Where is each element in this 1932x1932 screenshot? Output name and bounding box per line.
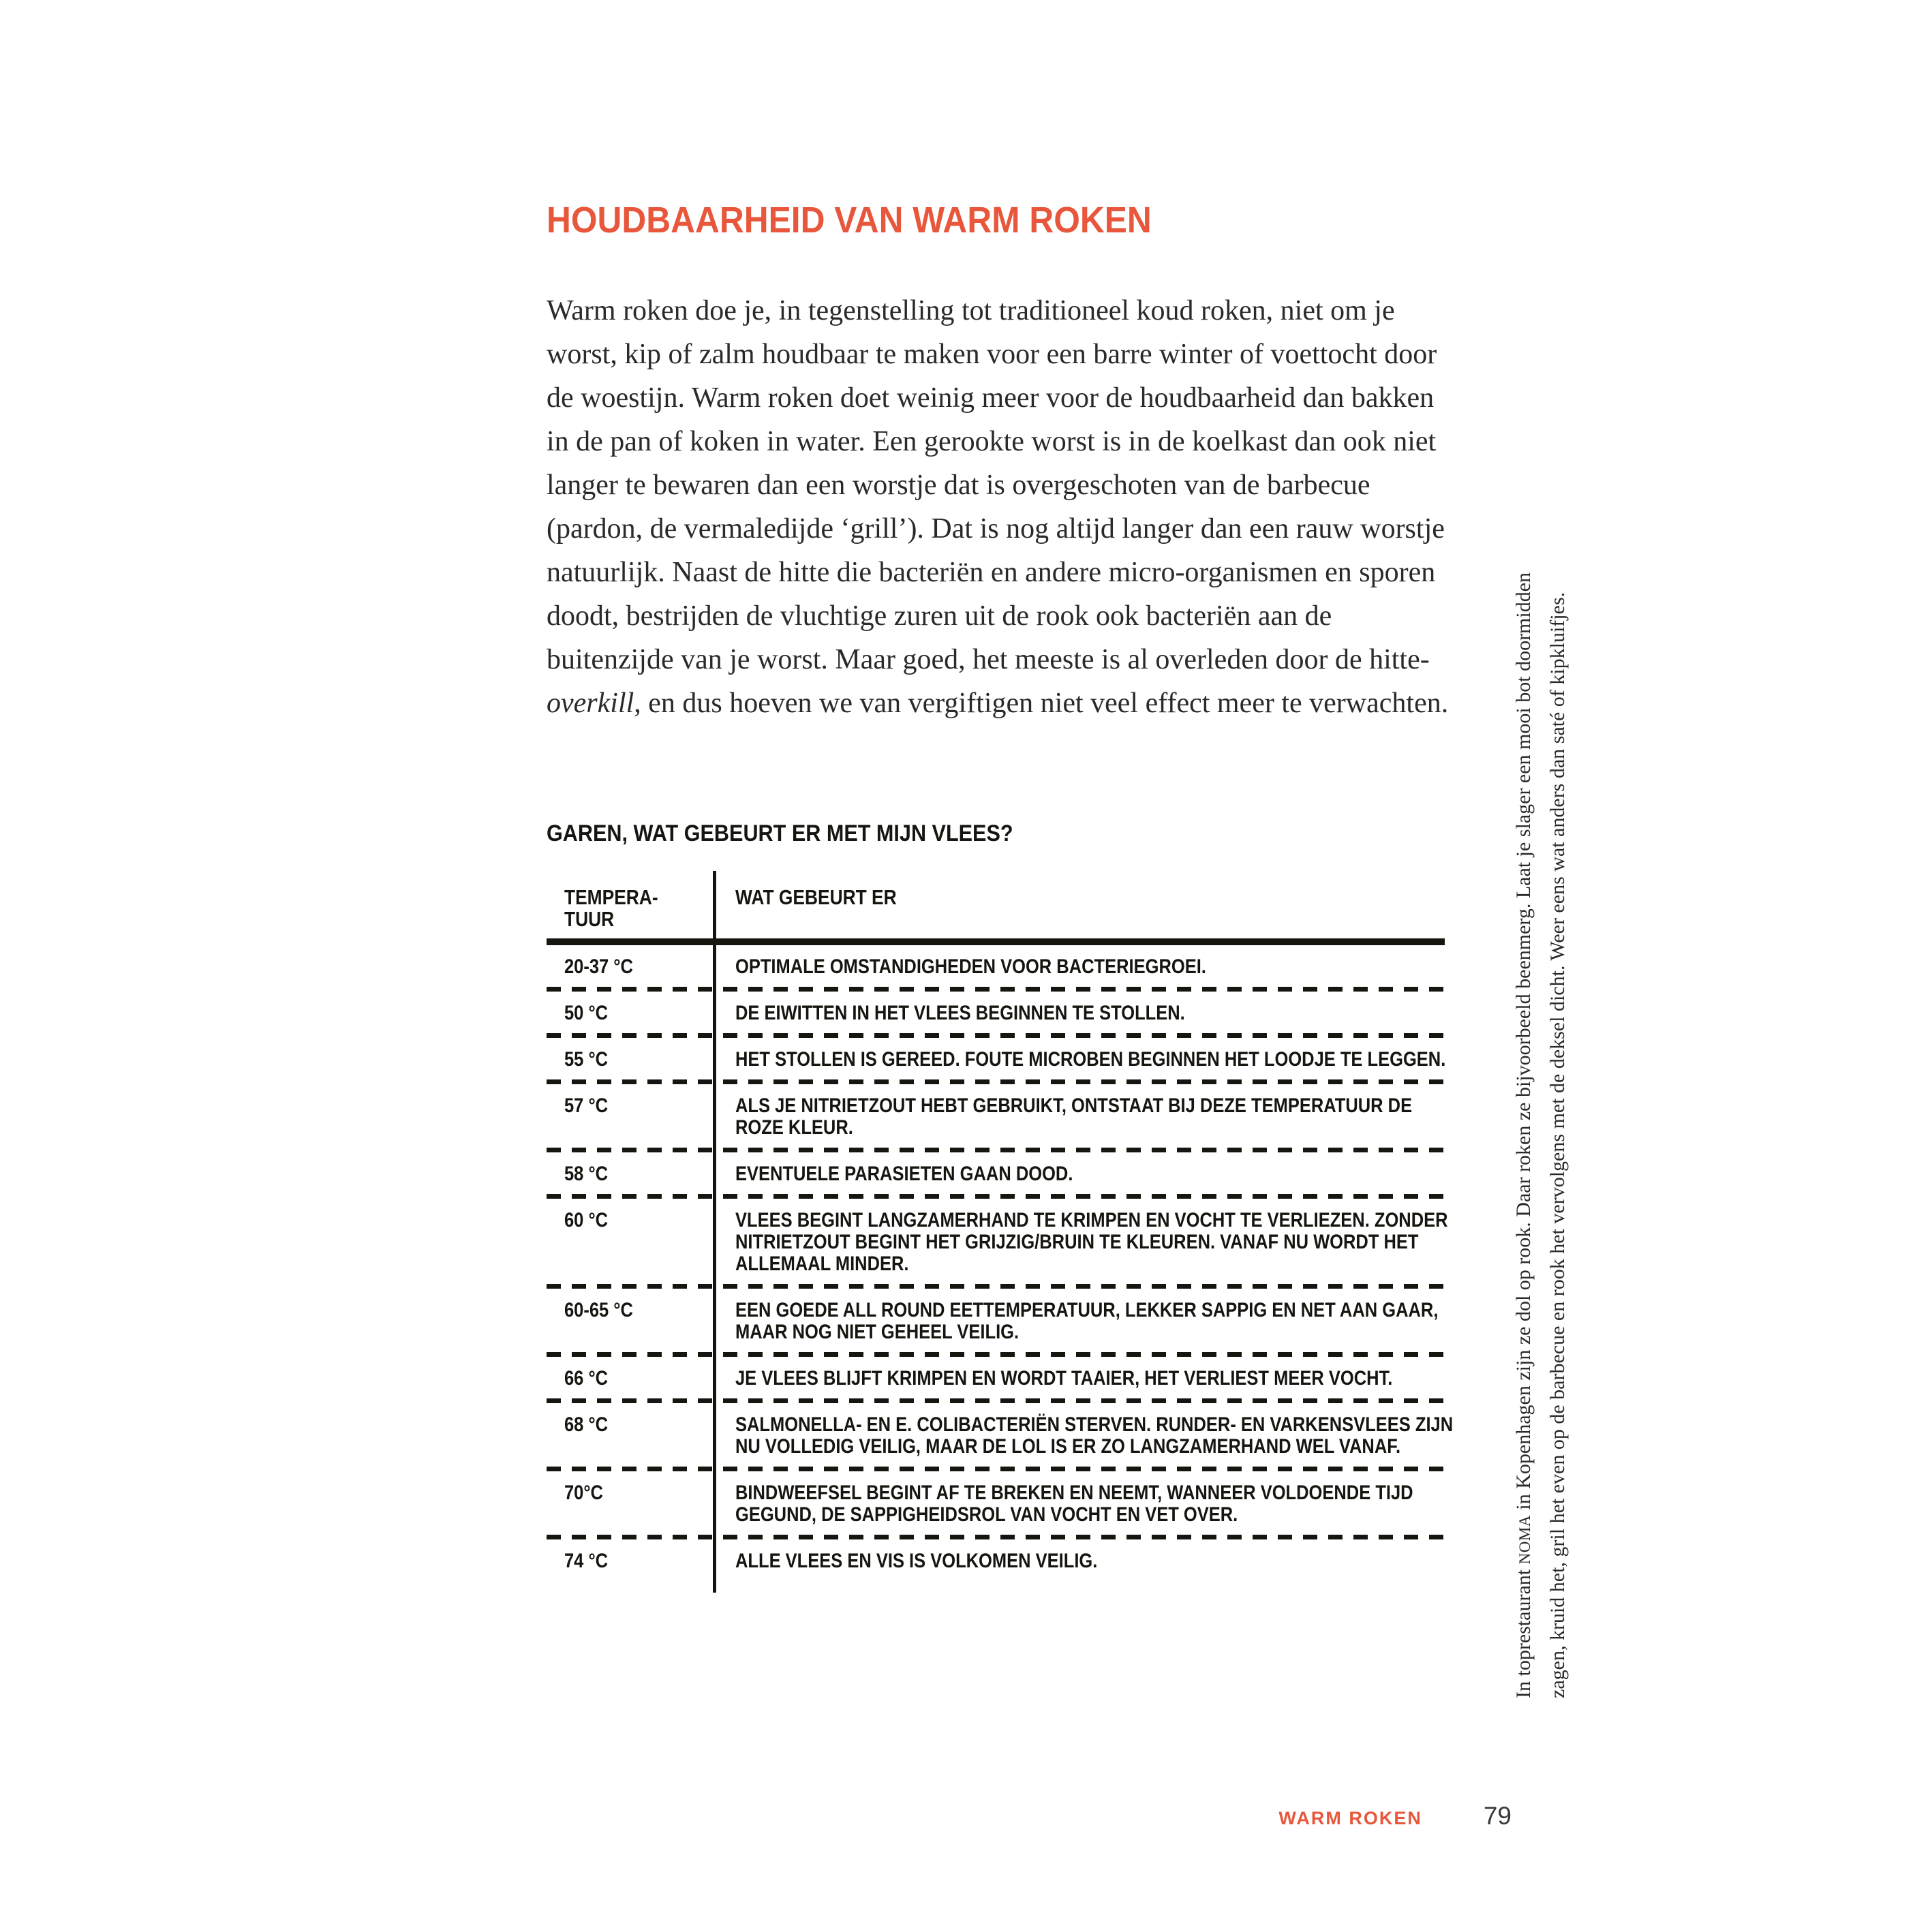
- description-text: HET STOLLEN IS GEREED. FOUTE MICROBEN BEGINNEN HET LOODJE TE LEGGEN.: [735, 1048, 1446, 1071]
- temperature-cell: [547, 1414, 716, 1458]
- description-column-header: [716, 887, 1445, 930]
- temperature-value: 57 °C: [564, 1094, 609, 1117]
- dashed-row-divider: [547, 1033, 1445, 1038]
- page-footer: [547, 1802, 1512, 1830]
- description-cell: [716, 1095, 1589, 1139]
- temperature-column-header: [547, 887, 716, 930]
- margin-note-line1-start: In toprestaurant: [1512, 1564, 1535, 1698]
- description-cell: [716, 1002, 1589, 1024]
- description-text: BINDWEEFSEL BEGINT AF TE BREKEN EN NEEMT, WANNEER VOLDOENDE TIJD GEGUND, DE SAPPIGHEIDSROL VAN VOCHT EN VET OVER.: [735, 1482, 1413, 1526]
- margin-note: [1507, 491, 1574, 1698]
- dashed-row-divider: [547, 1467, 1445, 1471]
- temperature-cell: [547, 1482, 716, 1526]
- temperature-table: [547, 871, 1454, 1593]
- table-row: [547, 1038, 1445, 1079]
- dashed-row-divider: [547, 1284, 1445, 1289]
- description-cell: [716, 1300, 1589, 1343]
- temperature-table-body: [547, 945, 1454, 1593]
- table-row: [547, 1199, 1448, 1284]
- temperature-cell: [547, 1002, 716, 1024]
- dashed-row-divider: [547, 1535, 1445, 1539]
- temperature-header-line1: TEMPERA-: [564, 885, 658, 909]
- temperature-cell: [547, 1550, 716, 1572]
- temperature-value: 50 °C: [564, 1002, 609, 1024]
- page-title-text: HOUDBAARHEID VAN WARM ROKEN: [547, 200, 1152, 241]
- description-cell: [716, 1049, 1589, 1071]
- description-cell: [716, 956, 1589, 978]
- margin-note-line1: [1507, 491, 1542, 1698]
- description-text: VLEES BEGINT LANGZAMERHAND TE KRIMPEN EN VOCHT TE VERLIEZEN. ZONDER NITRIETZOUT BEGINT HET GRIJZIG/BRUIN TE KLEUREN. VANAF NU WORDT HET ALLEMAAL MINDER.: [735, 1209, 1448, 1275]
- intro-paragraph: [547, 289, 1463, 725]
- dashed-row-divider: [547, 1148, 1445, 1152]
- margin-note-smallcaps: NOMA: [1516, 1515, 1533, 1565]
- temperature-cell: [547, 1095, 716, 1139]
- temperature-cell: [547, 1300, 716, 1343]
- dashed-row-divider: [547, 1194, 1445, 1199]
- table-section-title: [547, 821, 1065, 847]
- running-header: WARM ROKEN: [1278, 1808, 1422, 1828]
- description-text: OPTIMALE OMSTANDIGHEDEN VOOR BACTERIEGROEI.: [735, 955, 1206, 978]
- description-cell: [716, 1414, 1589, 1458]
- table-section-title-text: GAREN, WAT GEBEURT ER MET MIJN VLEES?: [547, 821, 1013, 846]
- description-cell: [716, 1163, 1589, 1185]
- temperature-value: 55 °C: [564, 1048, 609, 1071]
- margin-note-line2: zagen, kruid het, gril het even op de barbecue en rook het vervolgens met de deksel dicht. Weer eens wat anders dan saté of kipkluifjes.: [1546, 592, 1569, 1698]
- temperature-value: 70°C: [564, 1482, 603, 1504]
- temperature-header-line2: TUUR: [564, 907, 615, 931]
- description-cell: [716, 1368, 1589, 1390]
- table-row: [547, 945, 1445, 987]
- temperature-value: 66 °C: [564, 1367, 609, 1390]
- dashed-row-divider: [547, 1079, 1445, 1084]
- description-text: JE VLEES BLIJFT KRIMPEN EN WORDT TAAIER, HET VERLIEST MEER VOCHT.: [735, 1367, 1393, 1390]
- table-row: [547, 1471, 1445, 1535]
- table-row: [547, 1152, 1445, 1194]
- margin-note-line1-end: in Kopenhagen zijn ze dol op rook. Daar roken ze bijvoorbeeld beenmerg. Laat je slager een mooi bot doormidden: [1512, 572, 1535, 1516]
- temperature-value: 60 °C: [564, 1209, 609, 1231]
- dashed-row-divider: [547, 1352, 1445, 1357]
- table-row: [547, 1539, 1445, 1593]
- table-row: [547, 1403, 1454, 1467]
- dashed-row-divider: [547, 1398, 1445, 1403]
- table-header-rule: [547, 938, 1445, 945]
- temperature-cell: [547, 1163, 716, 1185]
- temperature-cell: [547, 1049, 716, 1071]
- temperature-cell: [547, 956, 716, 978]
- description-header-text: WAT GEBEURT ER: [735, 885, 897, 909]
- temperature-cell: [547, 1210, 716, 1275]
- temperature-value: 20-37 °C: [564, 955, 633, 978]
- table-row: [547, 992, 1445, 1033]
- temperature-value: 60-65 °C: [564, 1299, 633, 1321]
- description-cell: [716, 1482, 1589, 1526]
- description-text: ALLE VLEES EN VIS IS VOLKOMEN VEILIG.: [735, 1550, 1098, 1572]
- table-header-row: [547, 871, 1445, 930]
- intro-text-start: Warm roken doe je, in tegenstelling tot traditioneel koud roken, niet om je worst, kip of zalm houdbaar te maken voor een barre winter of voettocht door de woestijn. Warm roken doet weinig meer voor de houdbaarheid dan bakken in de pan of koken in water. Een gerookte worst is in de koelkast dan ook niet langer te bewaren dan een worstje dat is overgeschoten van de barbecue (pardon, de vermaledijde ‘grill’). Dat is nog altijd langer dan een rauw worstje natuurlijk. Naast de hitte die bacteriën en andere micro-organismen en sporen doodt, bestrijden de vluchtige zuren uit de rook ook bacteriën aan de buitenzijde van je worst. Maar goed, het meeste is al overleden door de hitte-: [547, 295, 1445, 675]
- table-row: [547, 1357, 1445, 1398]
- intro-italic-word: overkill: [547, 688, 634, 719]
- description-text: DE EIWITTEN IN HET VLEES BEGINNEN TE STOLLEN.: [735, 1002, 1185, 1024]
- intro-text-end: , en dus hoeven we van vergiftigen niet veel effect meer te verwachten.: [634, 688, 1449, 719]
- temperature-value: 58 °C: [564, 1163, 609, 1185]
- temperature-value: 68 °C: [564, 1413, 609, 1436]
- temperature-cell: [547, 1368, 716, 1390]
- temperature-value: 74 °C: [564, 1550, 609, 1572]
- table-row: [547, 1289, 1445, 1352]
- description-text: SALMONELLA- EN E. COLIBACTERIËN STERVEN. RUNDER- EN VARKENSVLEES ZIJN NU VOLLEDIG VEILIG, MAAR DE LOL IS ER ZO LANGZAMERHAND WEL VANAF.: [735, 1413, 1454, 1458]
- description-text: EVENTUELE PARASIETEN GAAN DOOD.: [735, 1163, 1073, 1185]
- page-title: [547, 200, 1204, 241]
- description-text: ALS JE NITRIETZOUT HEBT GEBRUIKT, ONTSTAAT BIJ DEZE TEMPERATUUR DE ROZE KLEUR.: [735, 1094, 1413, 1139]
- description-cell: [716, 1210, 1589, 1275]
- table-row: [547, 1084, 1445, 1148]
- page-number: 79: [1483, 1802, 1512, 1830]
- description-text: EEN GOEDE ALL ROUND EETTEMPERATUUR, LEKKER SAPPIG EN NET AAN GAAR, MAAR NOG NIET GEHEEL VEILIG.: [735, 1299, 1439, 1343]
- dashed-row-divider: [547, 987, 1445, 992]
- description-cell: [716, 1550, 1589, 1572]
